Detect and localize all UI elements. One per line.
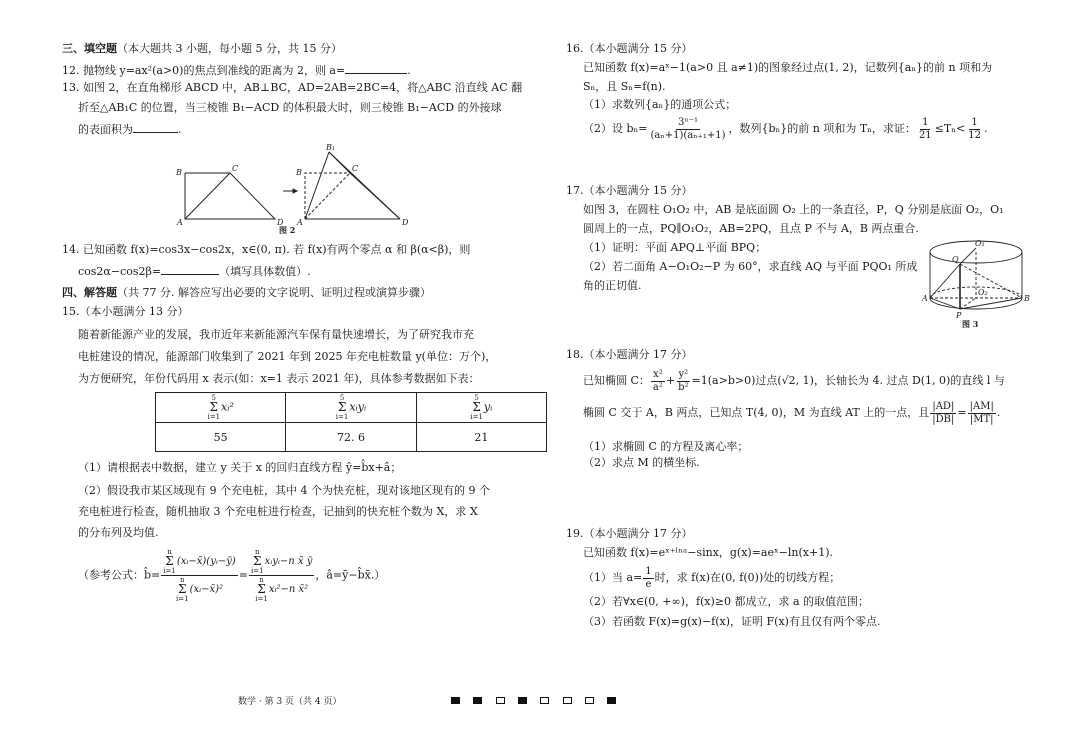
q17-part-2-line-2: 角的正切值. [583,279,642,292]
sum-symbol [470,394,483,421]
q15-line-3: 为方便研究，年份代码用 x 表示(如：x=1 表示 2021 年)，具体参考数据如下表： [78,372,480,385]
label-o1: O₁ [975,239,985,248]
q19-part-1-prefix: （1）当 a= [583,571,643,584]
denominator [174,576,225,603]
denominator: 21 [918,129,932,141]
sum-symbol [207,394,220,421]
sum-symbol [255,576,268,603]
answer-blank [345,62,407,74]
label-p: P [956,311,962,320]
sum-term: xᵢyᵢ [349,400,367,414]
reference-formula [78,548,385,603]
sigma-icon: Σ [253,554,262,568]
sum-lower: i=1 [163,567,176,575]
sigma-icon: Σ [472,400,481,414]
q18-prefix: 已知椭圆 C： [583,374,650,387]
sigma-icon: Σ [165,554,174,568]
page-footer: 数学 · 第 3 页（共 4 页） [238,697,342,707]
label-q: Q [952,255,959,264]
q18-header: 18.（本小题满分 17 分） [566,348,693,361]
table-cell: 21 [416,423,546,452]
denominator: 12 [968,129,981,141]
q14-expr: cos2α−cos2β= [78,265,162,278]
q17-part-1: （1）证明：平面 APQ⊥平面 BPQ； [583,241,767,254]
denominator: (aₙ+1)(aₙ₊₁+1) [650,129,726,141]
q17-header: 17.（本小题满分 15 分） [566,184,693,197]
label-d: D [277,218,284,227]
sigma-icon: Σ [178,582,187,596]
sum-lower: i=1 [470,413,483,421]
sum-term: yᵢ [483,400,493,414]
sum-lower: i=1 [207,413,221,421]
numerator: |AD| [932,400,955,412]
section-3-heading [62,42,342,56]
answer-blank [133,121,178,133]
q19-part-2: （2）若∀x∈(0, +∞)，f(x)≥0 都成立，求 a 的取值范围； [583,595,870,608]
equals: = [238,568,249,582]
sum-symbol [176,576,189,603]
denominator: a² [652,381,663,393]
q15-part-2-line-2: 充电桩进行检查，随机抽取 3 个充电桩进行检查，记抽到的快充桩个数为 X，求 X [78,505,478,518]
q16-part-2-mid: ，数列{bₙ}的前 n 项和为 Tₙ，求证： [728,122,916,135]
sum-upper: 5 [474,394,479,402]
q16-part-2-prefix: （2）设 bₙ= [583,122,648,135]
q14-line-2 [78,263,311,279]
section-note: （本大题共 3 小题，每小题 5 分，共 15 分） [117,42,342,55]
numerator: 1 [971,116,978,128]
numerator: |AM| [969,400,994,412]
segment-ap [930,298,960,309]
segment-ab1 [305,152,329,219]
sum-upper: n [255,548,260,556]
q16-part-2 [583,114,987,144]
q12-end: . [407,64,411,77]
filled-square-mark [473,697,482,704]
q16-line-1: 已知函数 f(x)=aˣ−1(a>0 且 a≠1)的图象经过点(1, 2)，记数列{aₙ}的前 n 项和为 [583,61,993,74]
q12-text: 12. 抛物线 y=ax²(a>0)的焦点到准线的距离为 2，则 a= [62,64,346,77]
sigma-icon: Σ [209,400,218,414]
equals: = [957,406,967,419]
sum-lower: i=1 [255,595,268,603]
filled-square-mark [607,697,616,704]
denominator: |DB| [932,413,955,425]
figure-2-caption: 图 2 [279,225,296,235]
fraction-b-hat-1 [161,548,238,603]
label-b-right: B [296,168,302,177]
q15-part-2-line-1: （2）假设我市某区域现有 9 个充电桩，其中 4 个为快充桩，现对该地区现有的 9 个 [78,484,490,497]
sum-lower: i=1 [176,595,189,603]
q16-header: 16.（本小题满分 15 分） [566,42,693,55]
q13-end: . [178,123,182,136]
section-4-heading [62,286,431,300]
q17-line-1: 如图 3，在圆柱 O₁O₂ 中，AB 是底面圆 O₂ 上的一条直径，P，Q 分别是底面 O₂，O₁ [583,203,1004,216]
denominator: e [645,578,652,590]
q16-line-2: Sₙ，且 Sₙ=f(n). [583,80,666,93]
q19-header: 19.（本小题满分 17 分） [566,527,693,540]
table-row [156,423,547,452]
numerator: 1 [645,565,652,577]
period: . [983,122,988,135]
q14-note: （填写具体数值）. [219,265,311,278]
table-cell: 72. 6 [286,423,416,452]
label-a-right: A [297,218,303,227]
numerator-text: xᵢyᵢ−n x̄ ȳ [264,556,313,567]
sum-lower: i=1 [251,567,264,575]
q15-header: 15.（本小题满分 13 分） [62,305,189,318]
sum-upper: 5 [339,394,345,402]
sum-lower: i=1 [335,413,349,421]
q13-line-2: 折至△AB₁C 的位置，当三棱锥 B₁−ACD 的体积最大时，则三棱锥 B₁−ACD 的外接球 [78,101,502,114]
fraction-ad-db [930,401,956,426]
question-12 [62,62,411,78]
dashed-ac [305,173,350,219]
segment-qo1 [960,248,976,264]
section-title: 四、解答题 [62,286,117,299]
fraction-upper-bound [966,117,983,142]
segment-pb [960,298,1022,309]
sum-upper: 5 [211,394,216,402]
q13-line-1: 13. 如图 2，在直角梯形 ABCD 中，AB⊥BC，AD=2AB=2BC=4，将△ABC 沿直线 AC 翻 [62,81,523,94]
segment-aq [930,264,960,298]
sigma-icon: Σ [257,582,266,596]
header-sum-y [416,393,546,423]
trapezoid-abcd [185,173,275,219]
q18-line-2 [583,398,1000,428]
denominator-text: xᵢ²−n x̄² [268,584,309,595]
numerator [249,548,314,576]
segment-b1c [329,152,350,173]
q15-line-2: 电桩建设的情况，能源部门收集到了 2021 年到 2025 年充电桩数量 y(单位：万个)， [78,350,497,363]
period: . [996,406,1001,419]
label-a: A [922,294,928,303]
label-b1: B₁ [326,143,336,152]
sum-upper: n [259,576,264,584]
denominator: |MT| [969,413,994,425]
q15-part-1: （1）请根据表中数据，建立 y 关于 x 的回归直线方程 ŷ=b̂x+â； [78,461,402,474]
empty-square-mark [540,697,549,704]
numerator: x² [653,368,663,380]
label-b: B [1024,294,1030,303]
q19-part-3: （3）若函数 F(x)=g(x)−f(x)，证明 F(x)有且仅有两个零点. [583,615,881,628]
fraction-b-hat-2 [249,548,314,603]
header-sum-x-squared [156,393,286,423]
section-title: 三、填空题 [62,42,117,55]
answer-blank [161,263,219,275]
numerator [161,548,238,576]
sum-term: xᵢ² [221,400,234,414]
denominator: b² [678,381,689,393]
q14-line-1: 14. 已知函数 f(x)=cos3x−cos2x，x∈(0, π). 若 f(x)有两个零点 α 和 β(α<β)，则 [62,243,471,256]
segment-ac [185,173,230,219]
q17-line-2: 圆周上的一点，PQ∥O₁O₂，AB=2PQ，且点 P 不与 A，B 两点重合. [583,222,919,235]
sum-symbol [251,548,264,575]
sum-symbol [163,548,176,575]
segment-qb [960,264,1022,298]
numerator-text: (xᵢ−x̄)(yᵢ−ȳ) [176,556,236,567]
q18-line-1 [583,366,1005,396]
sum-symbol [336,394,349,421]
label-d-right: D [402,218,409,227]
denominator [253,576,310,603]
empty-square-mark [563,697,572,704]
plus: + [665,374,676,387]
sum-upper: n [167,548,172,556]
label-c-right: C [352,164,359,173]
q15-part-2-line-3: 的分布列及均值. [78,526,159,539]
q16-part-1: （1）求数列{aₙ}的通项公式； [583,98,737,111]
arrow-head-icon [293,189,297,193]
q13-line-3 [78,121,182,137]
filled-square-mark [451,697,460,704]
empty-square-mark [585,697,594,704]
empty-square-mark [496,697,505,704]
fraction-am-mt [968,401,996,426]
numerator: 3ⁿ⁻¹ [678,116,698,128]
label-o2: O₂ [978,288,988,297]
table-header-row [156,393,547,423]
fraction-y-over-b [676,369,690,394]
table-cell: 55 [156,423,286,452]
q13-text: 的表面积为 [78,123,133,136]
q17-part-2-line-1: （2）若二面角 A−O₁O₂−P 为 60°，求直线 AQ 与平面 PQO₁ 所成 [583,260,918,273]
q15-line-1: 随着新能源产业的发展，我市近年来新能源汽车保有量快速增长，为了研究我市充 [78,328,474,341]
section-note: （共 77 分. 解答应写出必要的文字说明、证明过程或演算步骤） [117,286,431,299]
numerator: y² [678,368,689,380]
formula-suffix: ，â=ȳ−b̂x̄.） [315,568,386,582]
fraction-x-over-a [651,369,665,394]
label-c: C [232,164,239,173]
fraction-lower-bound [917,117,934,142]
formula-prefix: （参考公式：b̂= [78,568,161,582]
fraction-bn [649,117,728,142]
reference-data-table [155,392,547,452]
sigma-icon: Σ [337,400,347,414]
q18-part-1: （1）求椭圆 C 的方程及离心率； [583,440,749,453]
header-sum-xy [286,393,416,423]
filled-square-mark [518,697,527,704]
denominator-text: (xᵢ−x̄)² [189,584,224,595]
label-b: B [176,168,182,177]
fraction-one-over-e [643,566,653,591]
q18-line-2-text: 椭圆 C 交于 A，B 两点，已知点 T(4, 0)，M 为直线 AT 上的一点，且 [583,406,930,419]
q19-part-1 [583,563,840,593]
label-a: A [177,218,183,227]
sum-upper: n [180,576,185,584]
q19-line-1: 已知函数 f(x)=eˣ⁺ˡⁿᵃ−sinx，g(x)=aeˣ−ln(x+1). [583,546,833,559]
q18-suffix: =1(a>b>0)过点(√2, 1)，长轴长为 4. 过点 D(1, 0)的直线 l 与 [691,374,1005,387]
figure-3-caption: 图 3 [962,319,979,329]
q19-part-1-suffix: 时，求 f(x)在(0, f(0))处的切线方程； [654,571,841,584]
q18-part-2: （2）求点 M 的横坐标. [583,456,700,469]
numerator: 1 [922,116,929,128]
inequality: ≤Tₙ< [934,122,966,135]
